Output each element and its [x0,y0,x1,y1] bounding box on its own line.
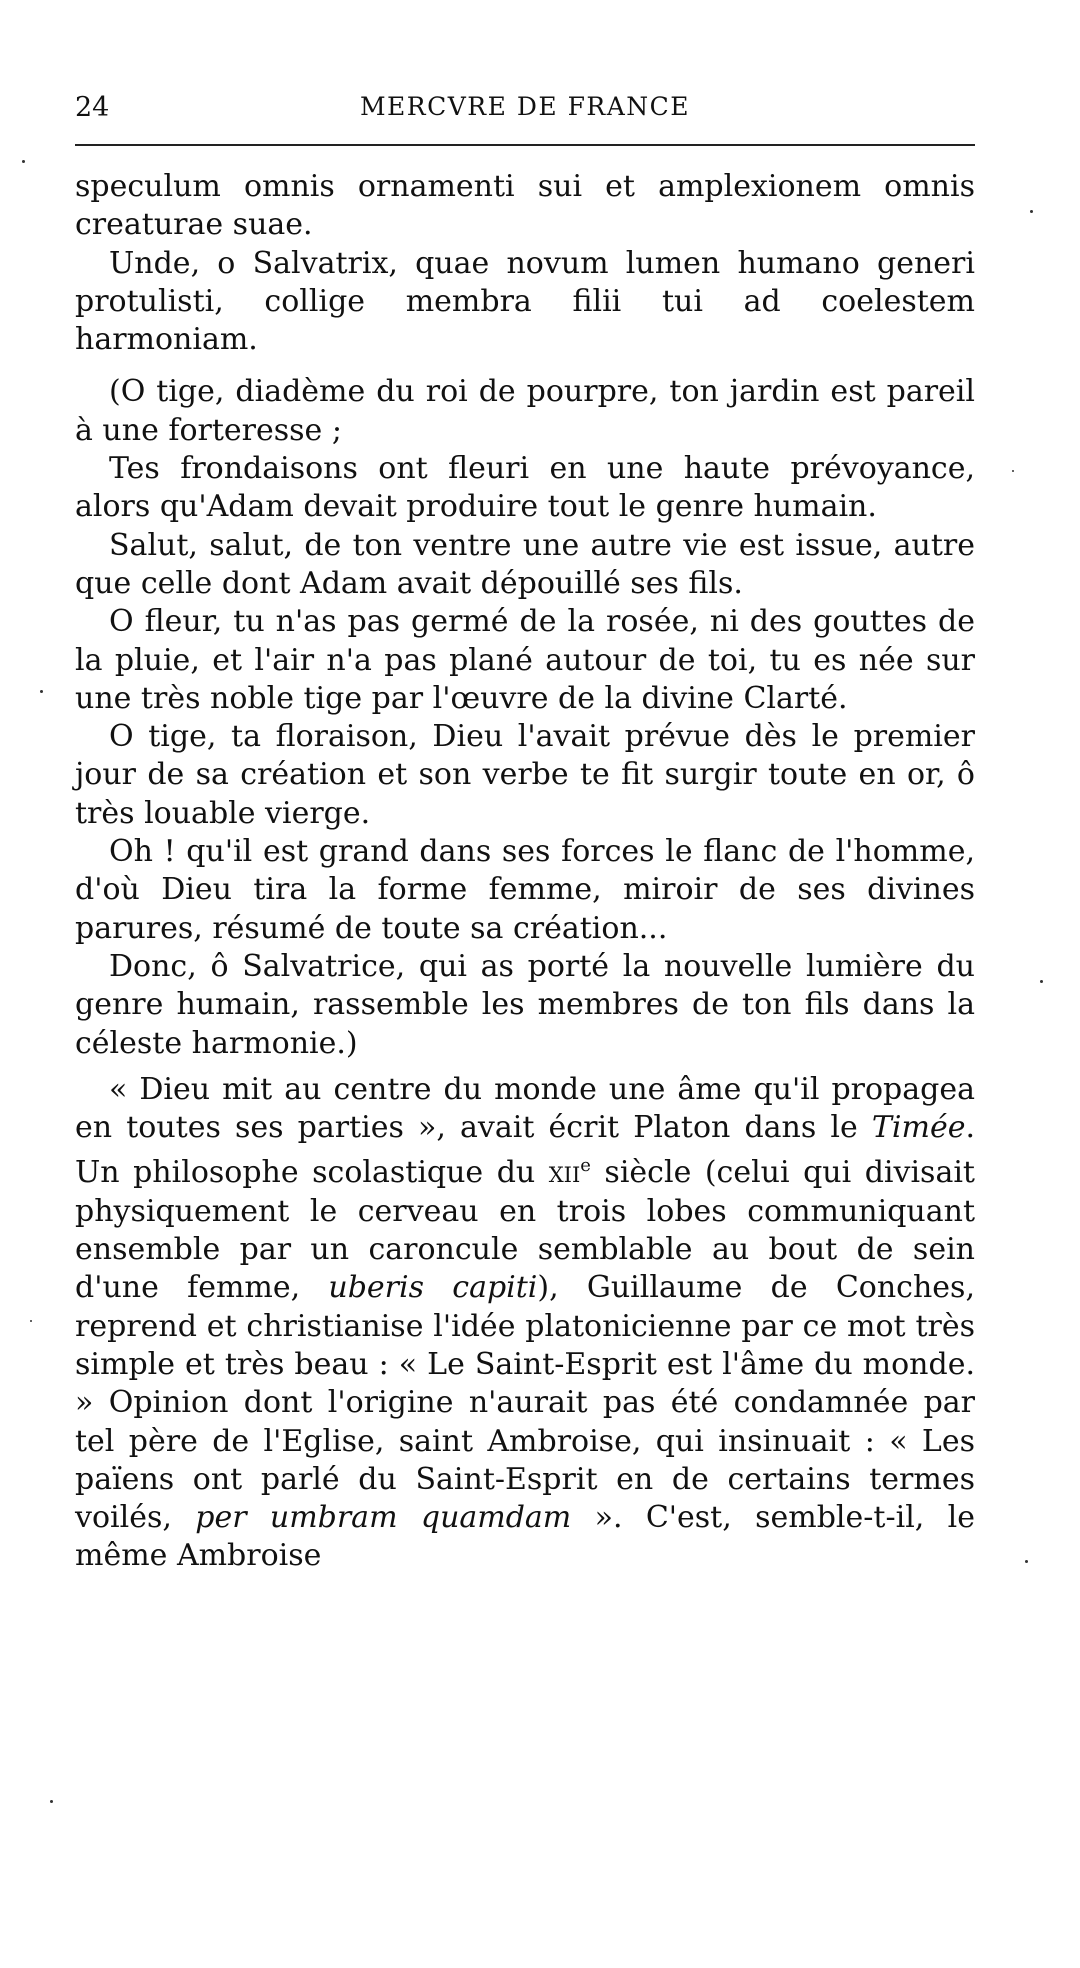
text-run: siècle (celui qui divisait physiquement le cerveau en trois lobes communiquant ensemble par un caroncule semblable au bout de sein d'une femme, [75,1155,975,1306]
scan-speck [30,1320,32,1322]
century-suffix: e [580,1155,591,1177]
scan-speck [1030,210,1033,213]
paragraph: Tes frondaisons ont fleuri en une haute prévoyance, alors qu'Adam devait produire tout le genre humain. [75,451,975,525]
paragraph-final [75,1071,975,1576]
paragraph: speculum omnis ornamenti sui et amplexionem omnis creaturae suae. [75,169,975,243]
paragraph: O tige, ta floraison, Dieu l'avait prévue dès le premier jour de sa création et son verbe te fit surgir toute en or, ô très louable vierge. [75,719,975,831]
scan-speck [40,690,43,693]
scan-speck [50,1800,53,1803]
latin-phrase: uberis capiti [328,1270,538,1306]
header-rule [75,144,975,146]
scan-speck [22,160,25,163]
paragraph: Salut, salut, de ton ventre une autre vie est issue, autre que celle dont Adam avait dépouillé ses fils. [75,527,975,601]
paragraph: Oh ! qu'il est grand dans ses forces le flanc de l'homme, d'où Dieu tira la forme femme, miroir de ses divines parures, résumé de toute sa création... [75,834,975,946]
text-run: . Un philosophe scolastique du [75,1110,975,1191]
title-timee: Timée [871,1110,966,1146]
paragraph: Donc, ô Salvatrice, qui as porté la nouvelle lumière du genre humain, rassemble les membres de ton fils dans la céleste harmonie.) [75,948,975,1061]
body-text [75,168,975,1576]
latin-phrase: per umbram quamdam [195,1500,572,1536]
paragraph: Unde, o Salvatrix, quae novum lumen humano generi protulisti, collige membra filii tui ad coelestem harmoniam. [75,245,975,358]
text-run: ), Guillaume de Conches, reprend et christianise l'idée platonicienne par ce mot très simple et très beau : « Le Saint-Esprit est l'âme du monde. » Opinion dont l'origine n'aurait pas été condamnée par tel père de l'Eglise, saint Ambroise, qui insinuait : « Les païens ont parlé du Saint-Esprit en de certains termes voilés, [75,1270,975,1536]
paragraph: O fleur, tu n'as pas germé de la rosée, ni des gouttes de la pluie, et l'air n'a pas plané autour de toi, tu es née sur une très noble tige par l'œuvre de la divine Clarté. [75,604,975,716]
text-run: ». C'est, semble-t-il, le même Ambroise [75,1500,976,1574]
scan-speck [1025,1560,1028,1563]
page-number: 24 [75,92,110,123]
book-page [75,88,975,1576]
century-numeral: xii [548,1155,581,1191]
scan-speck [1040,980,1043,983]
running-head [75,88,975,132]
journal-title: MERCVRE DE FRANCE [359,92,691,121]
scan-speck [1012,470,1014,472]
text-run: « Dieu mit au centre du monde une âme qu'il propagea en toutes ses parties », avait écrit Platon dans le [75,1071,975,1146]
paragraph: (O tige, diadème du roi de pourpre, ton jardin est pareil à une forteresse ; [75,374,975,448]
